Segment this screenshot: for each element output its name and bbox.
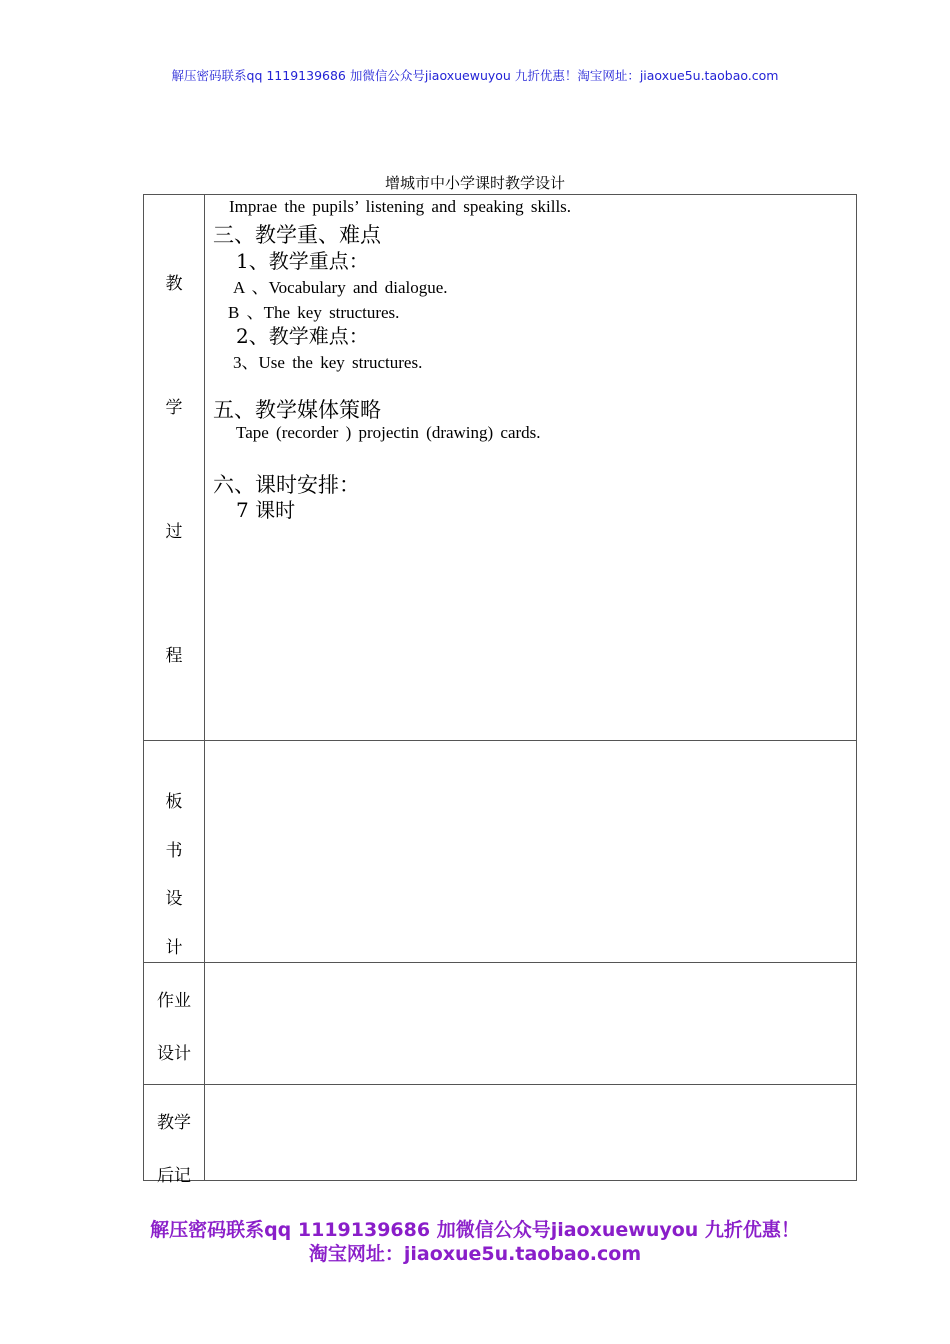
- teaching-process-label-cell: [144, 195, 205, 741]
- section-media-heading: 五、教学媒体策略: [213, 398, 381, 422]
- difficult-points-heading: 2、教学难点：: [236, 324, 369, 348]
- key-points-heading: 1、教学重点：: [236, 249, 369, 273]
- footer-banner-line-2: 淘宝网址：jiaoxue5u.taobao.com: [308, 1243, 642, 1265]
- section-schedule-heading: 六、课时安排：: [213, 473, 360, 497]
- label-char: 教: [165, 274, 183, 294]
- difficult-point-item: 3、Use the key structures.: [233, 353, 423, 372]
- label-char: 书: [165, 840, 183, 861]
- homework-row: [144, 963, 857, 1085]
- board-design-label-cell: [144, 741, 205, 963]
- footer-banner: [0, 1218, 950, 1266]
- homework-content: [205, 963, 857, 1085]
- label-char: 过: [165, 522, 183, 542]
- key-point-b: B 、The key structures.: [228, 303, 400, 322]
- label-line: 教学: [157, 1113, 191, 1133]
- reflection-label-cell: [144, 1085, 205, 1186]
- reflection-row: [144, 1085, 857, 1181]
- board-design-row: [144, 741, 857, 963]
- board-design-content: [205, 741, 857, 963]
- label-char: 设: [165, 889, 183, 910]
- schedule-text: 7 课时: [236, 498, 296, 522]
- label-char: 学: [165, 398, 183, 418]
- reflection-content: [205, 1085, 857, 1181]
- label-char: 程: [165, 646, 183, 666]
- teaching-process-row: [144, 195, 857, 741]
- lesson-plan-table: [143, 194, 857, 1186]
- board-design-label: [144, 741, 204, 962]
- label-line: 设计: [157, 1044, 191, 1064]
- objective-line: Imprae the pupils’ listening and speaking skills.: [229, 197, 572, 216]
- media-text: Tape (recorder ) projectin (drawing) cards.: [236, 423, 541, 442]
- label-char: 计: [165, 937, 183, 958]
- label-line: 后记: [157, 1166, 191, 1186]
- homework-label-cell: [144, 963, 205, 1085]
- label-char: 板: [165, 792, 183, 812]
- label-line: 作业: [157, 991, 191, 1011]
- section-key-difficult-heading: 三、教学重、难点: [213, 223, 381, 247]
- footer-banner-line-1: 解压密码联系qq 1119139686 加微信公众号jiaoxuewuyou 九折优惠！: [150, 1219, 800, 1241]
- key-point-a: A 、Vocabulary and dialogue.: [233, 278, 448, 297]
- homework-label: [144, 963, 204, 1084]
- reflection-label: [144, 1085, 204, 1186]
- header-banner: 解压密码联系qq 1119139686 加微信公众号jiaoxuewuyou 九折优惠！淘宝网址：jiaoxue5u.taobao.com: [171, 68, 779, 83]
- teaching-process-label: [144, 195, 204, 740]
- teaching-process-content: [205, 195, 857, 741]
- doc-title: 增城市中小学课时教学设计: [384, 174, 565, 192]
